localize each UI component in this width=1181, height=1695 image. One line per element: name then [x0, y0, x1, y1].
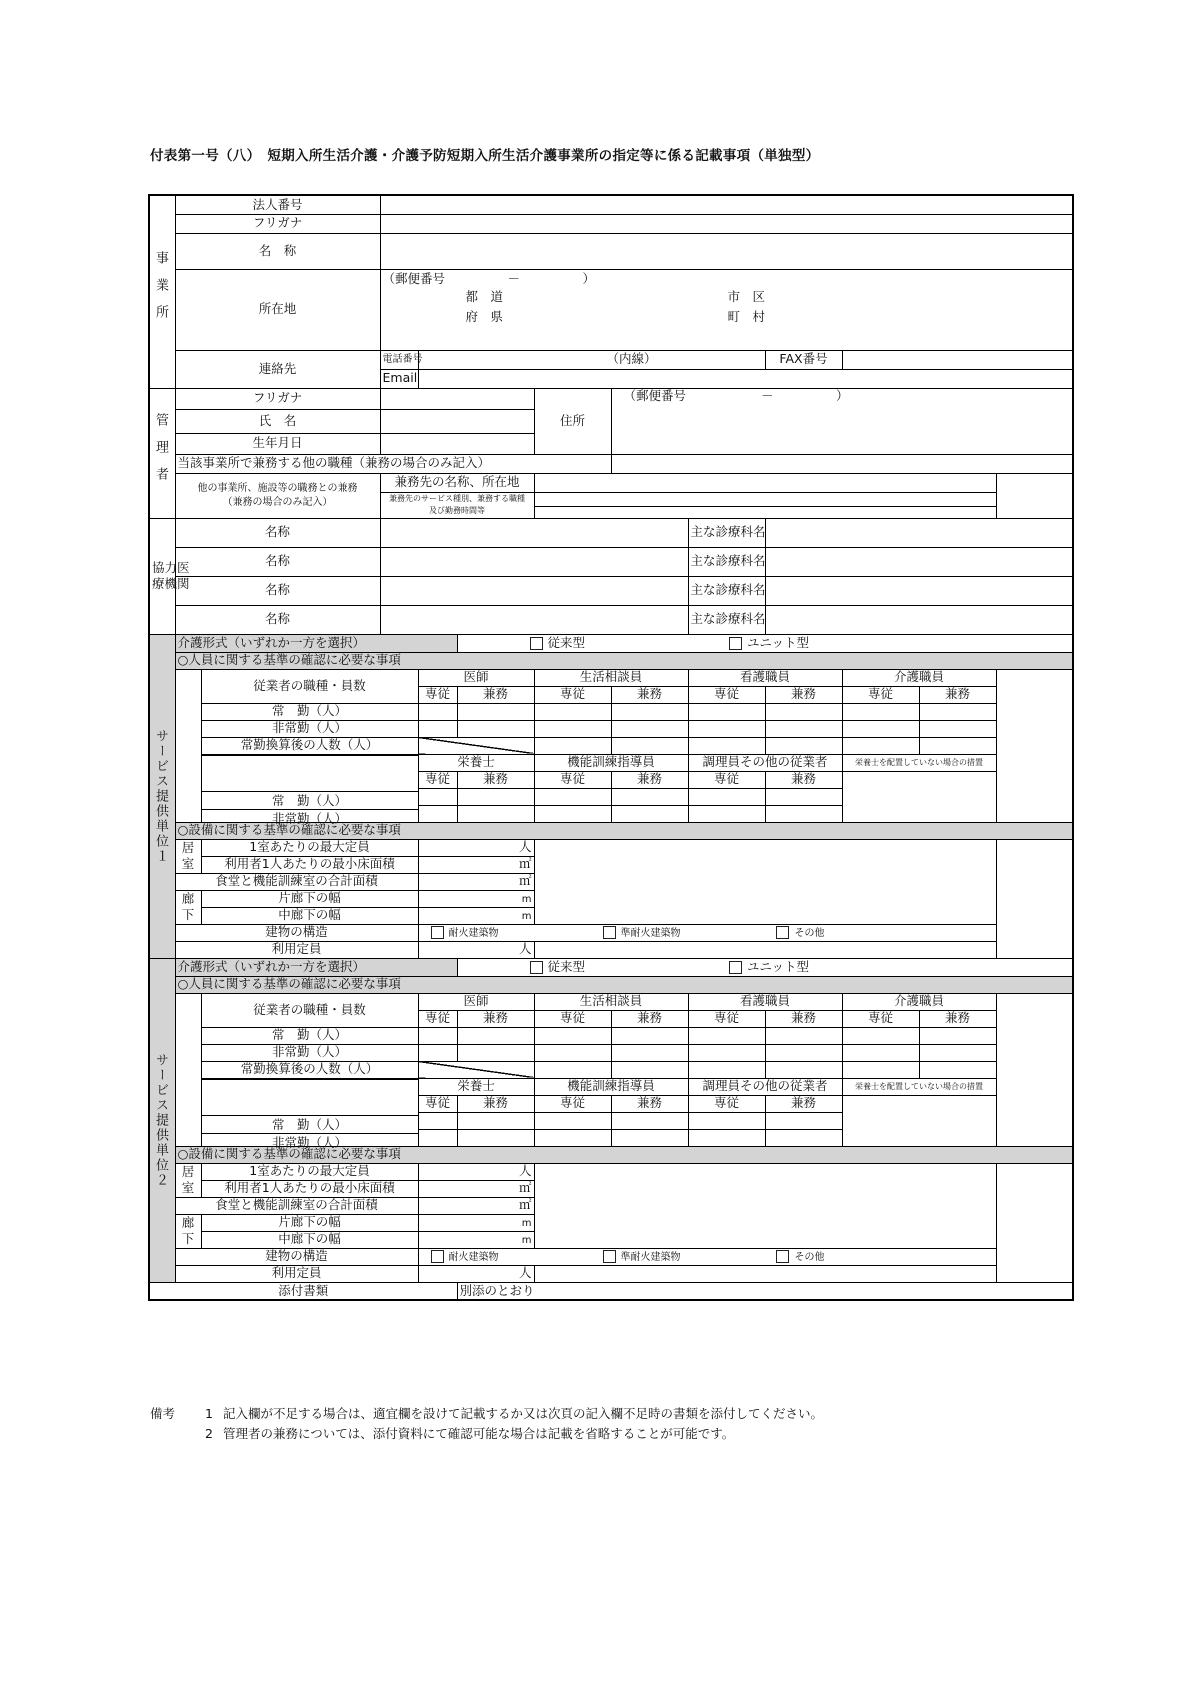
doctor-fulltime-u2: 専従 — [418, 1010, 457, 1027]
total-area-field-u1[interactable]: ㎡ — [418, 873, 534, 890]
office-furigana-field[interactable] — [380, 214, 1073, 233]
regular-cell-1-u1[interactable] — [418, 703, 457, 720]
semi-fireproof-checkbox-u1[interactable] — [603, 926, 616, 939]
regular2-cell-4-u1[interactable] — [611, 788, 688, 805]
total-area-label-u1: 食堂と機能訓練室の合計面積 — [175, 873, 418, 890]
nonregular-cell-3-u2[interactable] — [534, 1044, 611, 1061]
care-form-label-u1: 介護形式（いずれか一方を選択） — [175, 634, 457, 652]
medical-dept-label-2: 主な診療科名 — [688, 547, 765, 576]
trainer-header-u1: 機能訓練指導員 — [534, 754, 688, 771]
nonregular-label-2-u1: 非常勤（人） — [202, 809, 418, 827]
structure-label-u2: 建物の構造 — [175, 1248, 418, 1265]
nutritionist-fulltime-u1: 専従 — [418, 771, 457, 788]
cook-concurrent-u1: 兼務 — [765, 771, 842, 788]
room-label-u1: 居 室 — [175, 839, 201, 873]
office-name-field[interactable] — [380, 233, 1073, 269]
no-nutritionist-label-u2: 栄養士を配置していない場合の措置 — [842, 1078, 996, 1095]
concurrent-type-field[interactable] — [534, 492, 996, 506]
medical-name-field-1[interactable] — [380, 518, 688, 547]
no-nutritionist-label-u1: 栄養士を配置していない場合の措置 — [842, 754, 996, 771]
medical-side-label: 協力医 療機関 — [149, 518, 175, 634]
nonregular2-cell-1-u2[interactable] — [418, 1129, 457, 1146]
semi-fireproof-option-u1[interactable]: 準耐火建築物 — [603, 924, 681, 939]
medical-name-field-2[interactable] — [380, 547, 688, 576]
nonregular-cell-2-u2[interactable] — [457, 1044, 534, 1061]
nonregular-cell-8-u2[interactable] — [919, 1044, 996, 1061]
nutritionist-fulltime-u2: 専従 — [418, 1095, 457, 1112]
center-corridor-field-u1[interactable]: m — [418, 907, 534, 924]
corp-number-field[interactable] — [380, 195, 1073, 214]
manager-postal: （郵便番号 － ） — [623, 387, 849, 403]
caregiver-header-u1: 介護職員 — [842, 669, 996, 686]
unit-type-checkbox-u2[interactable] — [729, 961, 742, 974]
fireproof-checkbox-u2[interactable] — [431, 1250, 444, 1263]
doctor-fulltime-u1: 専従 — [418, 686, 457, 703]
attachment-value: 別添のとおり — [457, 1282, 1073, 1300]
city-label-2: 町 村 — [727, 309, 766, 324]
medical-name-label-4: 名称 — [175, 605, 380, 634]
converted-cell-2-u1[interactable] — [611, 737, 688, 754]
fax-field[interactable] — [842, 350, 1073, 369]
concurrent-name-field[interactable] — [534, 473, 996, 492]
nonregular-label-2-u2: 非常勤（人） — [202, 1133, 418, 1151]
phone-field[interactable] — [418, 350, 765, 369]
note-number-2: 2 — [205, 1426, 213, 1441]
facility-header-u1: ○設備に関する基準の確認に必要な事項 — [175, 822, 1073, 839]
notes — [150, 1404, 823, 1444]
nonregular-cell-4-u2[interactable] — [611, 1044, 688, 1061]
min-area-field-u1[interactable]: ㎡ — [418, 856, 534, 873]
doctor-concurrent-u1: 兼務 — [457, 686, 534, 703]
nonregular-cell-7-u2[interactable] — [842, 1044, 919, 1061]
capacity-field-u2[interactable]: 人 — [418, 1265, 534, 1282]
min-area-field-u2[interactable]: ㎡ — [418, 1180, 534, 1197]
nutritionist-header-u1: 栄養士 — [418, 754, 534, 771]
converted-cell-6-u1[interactable] — [919, 737, 996, 754]
medical-dept-field-4[interactable] — [765, 605, 1073, 634]
nonregular2-cell-4-u2[interactable] — [611, 1129, 688, 1146]
manager-other-role-label: 当該事業所で兼務する他の職種（兼務の場合のみ記入） — [175, 454, 611, 473]
single-corridor-label-u2: 片廊下の幅 — [201, 1214, 418, 1231]
staff-header-u2: ○人員に関する基準の確認に必要な事項 — [175, 976, 1073, 993]
nonregular2-cell-5-u1[interactable] — [688, 805, 765, 822]
nurse-concurrent-u1: 兼務 — [765, 686, 842, 703]
nonregular-cell-8-u1[interactable] — [919, 720, 996, 737]
doctor-header-u1: 医師 — [418, 669, 534, 686]
converted-doctor-slash-u1 — [418, 737, 534, 754]
converted-cell-4-u1[interactable] — [765, 737, 842, 754]
nutritionist-header-u2: 栄養士 — [418, 1078, 534, 1095]
regular-cell-7-u2[interactable] — [842, 1027, 919, 1044]
form-table — [148, 194, 1074, 1301]
regular2-cell-3-u1[interactable] — [534, 788, 611, 805]
fireproof-option-u2[interactable]: 耐火建築物 — [431, 1248, 499, 1263]
corridor-label-u2: 廊 下 — [175, 1214, 201, 1248]
fireproof-option-u1[interactable]: 耐火建築物 — [431, 924, 499, 939]
concurrent-name-label: 兼務先の名称、所在地 — [380, 473, 534, 492]
unit-type-option-u2[interactable]: ユニット型 — [729, 959, 809, 974]
doctor-header-u2: 医師 — [418, 993, 534, 1010]
nurse-fulltime-u2: 専従 — [688, 1010, 765, 1027]
nonregular-cell-3-u1[interactable] — [534, 720, 611, 737]
office-side-label: 事業所 — [149, 195, 175, 388]
nonregular-cell-5-u1[interactable] — [688, 720, 765, 737]
email-field[interactable] — [418, 369, 1073, 388]
regular2-cell-6-u1[interactable] — [765, 788, 842, 805]
nonregular2-cell-4-u1[interactable] — [611, 805, 688, 822]
room-label-u2: 居 室 — [175, 1163, 201, 1197]
nonregular2-cell-3-u2[interactable] — [534, 1129, 611, 1146]
page-title: 付表第一号（八） 短期入所生活介護・介護予防短期入所生活介護事業所の指定等に係る記載事項（単独型） — [150, 148, 820, 164]
converted-cell-6-u2[interactable] — [919, 1061, 996, 1078]
other-structure-checkbox-u1[interactable] — [776, 926, 789, 939]
extension-label: （内線） — [606, 351, 657, 367]
nonregular-label-u1: 非常勤（人） — [201, 720, 418, 737]
manager-name-label: 氏 名 — [175, 409, 380, 433]
nonregular-cell-1-u1[interactable] — [418, 720, 457, 737]
trainer-header-u2: 機能訓練指導員 — [534, 1078, 688, 1095]
office-address-label: 所在地 — [175, 269, 380, 350]
regular-cell-2-u2[interactable] — [457, 1027, 534, 1044]
min-area-label-u2: 利用者1人あたりの最小床面積 — [201, 1180, 418, 1197]
fireproof-checkbox-u1[interactable] — [431, 926, 444, 939]
other-option-u2[interactable]: その他 — [776, 1248, 824, 1263]
converted-cell-3-u1[interactable] — [688, 737, 765, 754]
no-nutritionist-field-u2[interactable] — [842, 1095, 996, 1146]
trainer-fulltime-u2: 専従 — [534, 1095, 611, 1112]
regular-cell-2-u1[interactable] — [457, 703, 534, 720]
max-capacity-label-u1: 1室あたりの最大定員 — [201, 839, 418, 856]
care-form-options-u1[interactable] — [457, 634, 1073, 652]
regular2-cell-6-u2[interactable] — [765, 1112, 842, 1129]
office-postal[interactable]: （郵便番号 － ） — [380, 269, 1073, 288]
prefecture-label-2: 府 県 — [465, 309, 504, 324]
regular-cell-6-u1[interactable] — [765, 703, 842, 720]
regular-cell-5-u1[interactable] — [688, 703, 765, 720]
converted-label-u2: 常勤換算後の人数（人） — [201, 1061, 418, 1078]
regular-cell-4-u2[interactable] — [611, 1027, 688, 1044]
city-label-1: 市 区 — [727, 289, 766, 304]
semi-fireproof-checkbox-u2[interactable] — [603, 1250, 616, 1263]
cook-fulltime-u1: 専従 — [688, 771, 765, 788]
cook-concurrent-u2: 兼務 — [765, 1095, 842, 1112]
counselor-header-u2: 生活相談員 — [534, 993, 688, 1010]
nonregular2-cell-1-u1[interactable] — [418, 805, 457, 822]
caregiver-header-u2: 介護職員 — [842, 993, 996, 1010]
counselor-concurrent-u1: 兼務 — [611, 686, 688, 703]
staff-type-label-u2: 従業者の職種・員数 — [201, 993, 418, 1027]
prefecture-label-1: 都 道 — [465, 289, 504, 304]
contact-label: 連絡先 — [175, 350, 380, 388]
total-area-label-u2: 食堂と機能訓練室の合計面積 — [175, 1197, 418, 1214]
regular-label-2-u1: 常 勤（人） — [202, 791, 418, 809]
nonregular2-cell-2-u1[interactable] — [457, 805, 534, 822]
medical-name-field-3[interactable] — [380, 576, 688, 605]
regular-cell-8-u1[interactable] — [919, 703, 996, 720]
manager-furigana-field[interactable] — [380, 388, 534, 409]
manager-side-label: 管理者 — [149, 388, 175, 518]
manager-other-facility-label: 他の事業所、施設等の職務との兼務 （兼務の場合のみ記入） — [175, 473, 380, 518]
nonregular-label-u2: 非常勤（人） — [201, 1044, 418, 1061]
converted-cell-3-u2[interactable] — [688, 1061, 765, 1078]
office-address-field[interactable] — [380, 288, 1073, 328]
manager-address-field[interactable] — [611, 388, 1073, 454]
converted-cell-5-u1[interactable] — [842, 737, 919, 754]
manager-address-label: 住所 — [534, 388, 611, 454]
regular2-cell-1-u1[interactable] — [418, 788, 457, 805]
converted-cell-1-u2[interactable] — [534, 1061, 611, 1078]
unit-type-option-u1[interactable]: ユニット型 — [729, 635, 809, 650]
max-capacity-label-u2: 1室あたりの最大定員 — [201, 1163, 418, 1180]
structure-options-u1[interactable] — [418, 924, 996, 941]
converted-label-u1: 常勤換算後の人数（人） — [201, 737, 418, 754]
staff-type-label-u1: 従業者の職種・員数 — [201, 669, 418, 703]
trainer-fulltime-u1: 専従 — [534, 771, 611, 788]
caregiver-fulltime-u2: 専従 — [842, 1010, 919, 1027]
cook-fulltime-u2: 専従 — [688, 1095, 765, 1112]
regular-label-u1: 常 勤（人） — [201, 703, 418, 720]
nutritionist-concurrent-u2: 兼務 — [457, 1095, 534, 1112]
nonregular-cell-1-u2[interactable] — [418, 1044, 457, 1061]
medical-dept-field-3[interactable] — [765, 576, 1073, 605]
staff-header-u1: ○人員に関する基準の確認に必要な事項 — [175, 652, 1073, 669]
counselor-fulltime-u1: 専従 — [534, 686, 611, 703]
regular2-cell-5-u2[interactable] — [688, 1112, 765, 1129]
regular2-cell-2-u2[interactable] — [457, 1112, 534, 1129]
semi-fireproof-option-u2[interactable]: 準耐火建築物 — [603, 1248, 681, 1263]
regular-cell-3-u2[interactable] — [534, 1027, 611, 1044]
service-units — [149, 634, 1073, 1282]
regular2-cell-2-u1[interactable] — [457, 788, 534, 805]
caregiver-concurrent-u1: 兼務 — [919, 686, 996, 703]
manager-other-role-field[interactable] — [611, 454, 1073, 473]
regular-label-u2: 常 勤（人） — [201, 1027, 418, 1044]
caregiver-concurrent-u2: 兼務 — [919, 1010, 996, 1027]
manager-furigana-label: フリガナ — [175, 388, 380, 409]
other-option-u1[interactable]: その他 — [776, 924, 824, 939]
trainer-concurrent-u1: 兼務 — [611, 771, 688, 788]
regular-cell-7-u1[interactable] — [842, 703, 919, 720]
capacity-field-u1[interactable]: 人 — [418, 941, 534, 958]
center-corridor-label-u2: 中廊下の幅 — [201, 1231, 418, 1248]
doctor-concurrent-u2: 兼務 — [457, 1010, 534, 1027]
counselor-concurrent-u2: 兼務 — [611, 1010, 688, 1027]
office-name-label: 名 称 — [175, 233, 380, 269]
max-capacity-field-u2[interactable]: 人 — [418, 1163, 534, 1180]
regular-label-2-u2: 常 勤（人） — [202, 1115, 418, 1133]
care-form-options-u2[interactable] — [457, 958, 1073, 976]
regular-cell-6-u2[interactable] — [765, 1027, 842, 1044]
email-label: Email — [380, 369, 418, 388]
unit-type-checkbox-u1[interactable] — [729, 637, 742, 650]
medical-name-label-1: 名称 — [175, 518, 380, 547]
regular2-cell-5-u1[interactable] — [688, 788, 765, 805]
concurrent-type-label: 兼務先のサービス種別、兼務する職種 及び勤務時間等 — [380, 492, 534, 518]
converted-doctor-slash-u2 — [418, 1061, 534, 1078]
nonregular-cell-6-u2[interactable] — [765, 1044, 842, 1061]
cook-header-u1: 調理員その他の従業者 — [688, 754, 842, 771]
min-area-label-u1: 利用者1人あたりの最小床面積 — [201, 856, 418, 873]
other-structure-checkbox-u2[interactable] — [776, 1250, 789, 1263]
regular-cell-8-u2[interactable] — [919, 1027, 996, 1044]
traditional-option-u1[interactable]: 従来型 — [530, 635, 586, 650]
unit-side-label-u2: サービス提供単位２ — [149, 958, 175, 1282]
converted-cell-2-u2[interactable] — [611, 1061, 688, 1078]
unit-side-label-u1: サービス提供単位１ — [149, 634, 175, 958]
medical-dept-label-4: 主な診療科名 — [688, 605, 765, 634]
notes-label: 備考 — [150, 1406, 176, 1421]
nutritionist-concurrent-u1: 兼務 — [457, 771, 534, 788]
corp-number-label: 法人番号 — [175, 195, 380, 214]
nonregular-cell-6-u1[interactable] — [765, 720, 842, 737]
nonregular-cell-4-u1[interactable] — [611, 720, 688, 737]
no-nutritionist-field-u1[interactable] — [842, 771, 996, 822]
single-corridor-field-u2[interactable]: m — [418, 1214, 534, 1231]
counselor-header-u1: 生活相談員 — [534, 669, 688, 686]
center-corridor-field-u2[interactable]: m — [418, 1231, 534, 1248]
regular2-cell-1-u2[interactable] — [418, 1112, 457, 1129]
form — [148, 194, 1022, 1301]
note-text-1: 記入欄が不足する場合は、適宜欄を設けて記載するか又は次頁の記入欄不足時の書類を添付してください。 — [223, 1406, 824, 1421]
corridor-label-u1: 廊 下 — [175, 890, 201, 924]
manager-name-field[interactable] — [380, 409, 534, 433]
capacity-label-u1: 利用定員 — [175, 941, 418, 958]
attachment-label: 添付書類 — [149, 1282, 457, 1300]
cook-header-u2: 調理員その他の従業者 — [688, 1078, 842, 1095]
note-number-1: 1 — [205, 1406, 213, 1421]
converted-cell-1-u1[interactable] — [534, 737, 611, 754]
note-text-2: 管理者の兼務については、添付資料にて確認可能な場合は記載を省略することが可能です。 — [223, 1426, 735, 1441]
phone-label: 電話番号 — [380, 350, 418, 369]
single-corridor-field-u1[interactable]: m — [418, 890, 534, 907]
medical-dept-label-3: 主な診療科名 — [688, 576, 765, 605]
medical-dept-field-1[interactable] — [765, 518, 1073, 547]
nonregular2-cell-6-u2[interactable] — [765, 1129, 842, 1146]
medical-dept-field-2[interactable] — [765, 547, 1073, 576]
nurse-header-u1: 看護職員 — [688, 669, 842, 686]
manager-birth-label: 生年月日 — [175, 433, 380, 454]
regular-cell-1-u2[interactable] — [418, 1027, 457, 1044]
converted-cell-5-u2[interactable] — [842, 1061, 919, 1078]
capacity-label-u2: 利用定員 — [175, 1265, 418, 1282]
center-corridor-label-u1: 中廊下の幅 — [201, 907, 418, 924]
nonregular2-cell-2-u2[interactable] — [457, 1129, 534, 1146]
max-capacity-field-u1[interactable]: 人 — [418, 839, 534, 856]
nonregular2-cell-5-u2[interactable] — [688, 1129, 765, 1146]
nurse-header-u2: 看護職員 — [688, 993, 842, 1010]
office-furigana-label: フリガナ — [175, 214, 380, 233]
regular2-cell-3-u2[interactable] — [534, 1112, 611, 1129]
structure-options-u2[interactable] — [418, 1248, 996, 1265]
medical-dept-label-1: 主な診療科名 — [688, 518, 765, 547]
caregiver-fulltime-u1: 専従 — [842, 686, 919, 703]
nurse-fulltime-u1: 専従 — [688, 686, 765, 703]
medical-name-label-3: 名称 — [175, 576, 380, 605]
regular2-cell-4-u2[interactable] — [611, 1112, 688, 1129]
facility-header-u2: ○設備に関する基準の確認に必要な事項 — [175, 1146, 1073, 1163]
nonregular-cell-5-u2[interactable] — [688, 1044, 765, 1061]
nonregular-cell-7-u1[interactable] — [842, 720, 919, 737]
care-form-label-u2: 介護形式（いずれか一方を選択） — [175, 958, 457, 976]
traditional-checkbox-u2[interactable] — [530, 961, 543, 974]
nonregular2-cell-3-u1[interactable] — [534, 805, 611, 822]
trainer-concurrent-u2: 兼務 — [611, 1095, 688, 1112]
medical-name-field-4[interactable] — [380, 605, 688, 634]
total-area-field-u2[interactable]: ㎡ — [418, 1197, 534, 1214]
nonregular-cell-2-u1[interactable] — [457, 720, 534, 737]
structure-label-u1: 建物の構造 — [175, 924, 418, 941]
manager-birth-field[interactable] — [380, 433, 534, 454]
regular-cell-5-u2[interactable] — [688, 1027, 765, 1044]
nonregular2-cell-6-u1[interactable] — [765, 805, 842, 822]
counselor-fulltime-u2: 専従 — [534, 1010, 611, 1027]
single-corridor-label-u1: 片廊下の幅 — [201, 890, 418, 907]
nurse-concurrent-u2: 兼務 — [765, 1010, 842, 1027]
converted-cell-4-u2[interactable] — [765, 1061, 842, 1078]
regular-cell-3-u1[interactable] — [534, 703, 611, 720]
traditional-option-u2[interactable]: 従来型 — [530, 959, 586, 974]
regular-cell-4-u1[interactable] — [611, 703, 688, 720]
fax-label: FAX番号 — [765, 350, 842, 369]
traditional-checkbox-u1[interactable] — [530, 637, 543, 650]
medical-name-label-2: 名称 — [175, 547, 380, 576]
